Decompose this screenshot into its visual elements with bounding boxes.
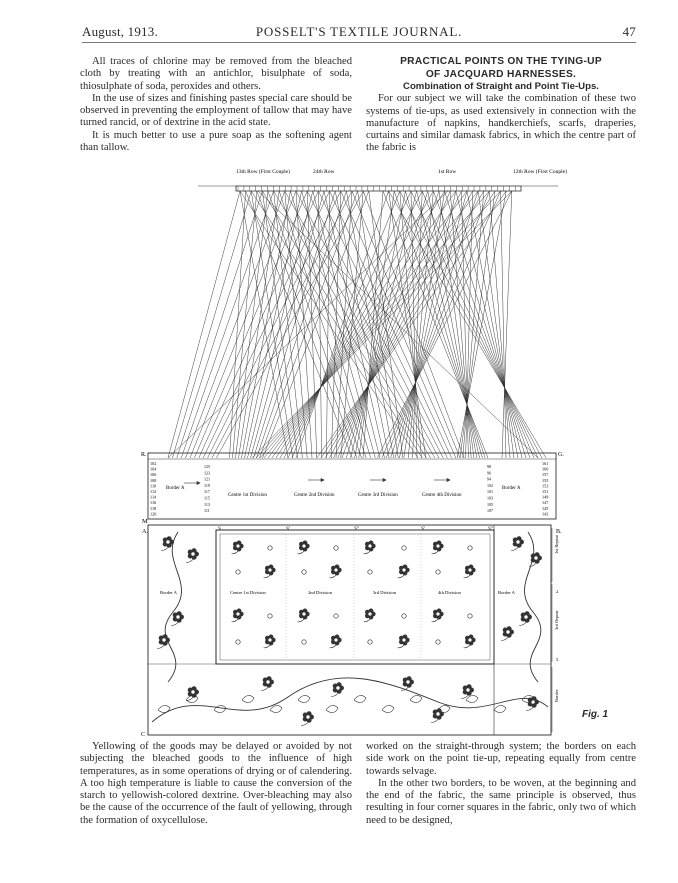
arrow-head [321, 479, 324, 482]
harness-cords [168, 191, 546, 458]
dot-motif [402, 546, 406, 550]
left-hole-numbers [150, 461, 157, 516]
paragraph: Yellowing of the goods may be delayed or avoided by not subjecting the bleached goods to the influence of high temperatures, as in some operations of drying or of calendering. A too high temperature is liable to cause the conversion of the starch to yellowish-colored dextrine. Over-bleaching may also be the cause of the occurrence of the fault of yellowing, through the formation of oxycellulose. [80, 741, 352, 826]
hole-number: 102 [487, 482, 493, 488]
flower-motif [261, 676, 274, 690]
header-rule [82, 42, 636, 43]
flower-motif [398, 565, 410, 578]
dot-motif [368, 570, 372, 574]
hole-number: 160 [542, 466, 549, 472]
cord [268, 191, 467, 458]
hole-number: 104 [150, 466, 157, 472]
hole-number: 157 [542, 472, 549, 478]
journal-title: POSSELT'S TEXTILE JOURNAL. [255, 24, 463, 39]
cord [329, 191, 472, 458]
hole-number: 145 [542, 505, 549, 511]
cord [252, 191, 512, 458]
arrow-head [383, 479, 386, 482]
flower-motif [330, 565, 342, 578]
cord [317, 191, 506, 458]
cord [346, 191, 428, 458]
paragraph: In the use of sizes and finishing pastes special care should be observed in preventing the employment of tallow that may have turned rancid, or of dextrine in the acid state. [80, 92, 352, 129]
cord [203, 191, 329, 458]
cord [445, 191, 526, 458]
vine [165, 532, 181, 682]
hole-number: 112 [150, 489, 157, 494]
hole-number: 113 [204, 501, 210, 507]
leaf [382, 705, 394, 712]
hole-number: 117 [204, 489, 210, 495]
hole-number: 125 [204, 464, 210, 469]
hole-number: 149 [542, 494, 549, 500]
dot-motif [436, 570, 440, 574]
hole-number: 111 [204, 508, 210, 514]
board-label-div4: Centre 4th Division [422, 493, 462, 498]
cord [216, 191, 363, 458]
hole-number: 161 [542, 461, 549, 466]
floral-motifs [157, 536, 542, 725]
hole-number: 94 [487, 476, 491, 482]
dot-motif [268, 546, 272, 550]
cord [428, 191, 477, 458]
cord [199, 191, 319, 458]
row-label-1: 1st Row [438, 169, 457, 175]
hole-number: 116 [150, 500, 157, 506]
fabric-label-div3: 3rd Division [373, 590, 397, 595]
dot-motif [334, 614, 338, 618]
flower-motif [461, 684, 474, 698]
hole-number: 143 [542, 511, 549, 517]
corner-label-G: G. [558, 452, 564, 458]
flower-motif [464, 565, 476, 578]
article-subtitle: Combination of Straight and Point Tie-Ups. [403, 81, 599, 92]
hole-number: 114 [150, 494, 157, 500]
arrow-head [447, 479, 450, 482]
flower-motif [432, 541, 444, 554]
flower-motif [186, 548, 199, 562]
hole-number: 102 [150, 461, 157, 466]
leaf [298, 695, 310, 702]
right-hole-numbers [542, 461, 548, 516]
hole-number: 106 [150, 472, 157, 478]
hole-number: 115 [204, 495, 210, 501]
direction-arrows [184, 476, 450, 485]
article-column [366, 56, 636, 155]
s-mark: S'' [488, 526, 494, 532]
paragraph: All traces of chlorine may be removed from the bleached cloth by treating with an antichlor, bisulphate of soda, thiosulphate of soda, peroxides and others. [80, 56, 352, 92]
hole-number: 105 [487, 501, 493, 507]
fabric-label-border-right: Border A [498, 590, 515, 595]
flower-motif [398, 635, 410, 648]
flower-motif [364, 541, 376, 554]
flower-motif [298, 609, 310, 622]
fabric-label-div4: 4th Division [438, 590, 461, 595]
left-column-bottom [80, 741, 352, 827]
hole-number: 155 [542, 477, 549, 483]
repeat-label: 3rd Repeat [554, 610, 559, 630]
cord [331, 191, 341, 458]
corner-label-C: C [141, 732, 146, 738]
corner-label-R: R. [141, 452, 147, 458]
flower-motif [501, 626, 514, 640]
hole-number: 107 [487, 508, 493, 514]
row-label-24: 24th Row [313, 169, 335, 175]
centre-left-hole-numbers [204, 464, 210, 513]
paragraph: It is much better to use a pure soap as the softening agent than tallow. [80, 129, 352, 154]
flower-motif [401, 676, 414, 690]
flower-motif [232, 609, 244, 622]
cord [450, 191, 471, 458]
flower-motif [464, 635, 476, 648]
flower-motif [511, 536, 524, 550]
cord [168, 191, 240, 458]
corner-label-M: M [142, 518, 148, 525]
article-title-line1: PRACTICAL POINTS ON THE TYING-UP [400, 56, 602, 67]
fabric-division-labels [160, 590, 516, 595]
board-label-div1: Centre 1st Division [228, 493, 267, 498]
repeat-label: 1st Repeat [554, 535, 559, 554]
flower-motif [330, 635, 342, 648]
figure-caption: Fig. 1 [582, 709, 609, 720]
cord [194, 191, 307, 458]
s-mark: S'' [354, 526, 360, 532]
cord [318, 191, 321, 458]
dot-motif [334, 546, 338, 550]
hole-number: 120 [150, 511, 157, 517]
hole-number: 108 [150, 477, 157, 483]
leaf [242, 695, 254, 702]
hole-number: 103 [487, 495, 493, 501]
cord [383, 191, 488, 458]
dot-motif [236, 570, 240, 574]
dot-motif [468, 546, 472, 550]
dot-motif [302, 570, 306, 574]
dot-motif [436, 640, 440, 644]
flower-motif [171, 611, 184, 625]
s-mark: S' [421, 526, 425, 532]
vine-border [152, 532, 548, 722]
fabric-label-div2: 2nd Division [308, 590, 332, 595]
leaf [466, 695, 478, 702]
hole-number: 123 [204, 470, 210, 476]
hole-number: 147 [542, 500, 549, 506]
row-label-12: 12th Row (First Couple) [513, 169, 567, 175]
hole-number: 110 [150, 483, 157, 489]
leaf [410, 695, 422, 702]
flower-motif [432, 609, 444, 622]
flower-motif [301, 711, 314, 725]
section-marks [218, 526, 494, 532]
s-mark: S' [286, 526, 290, 532]
fabric-layout [148, 525, 551, 735]
board-label-border-left: Border A [166, 486, 185, 491]
dot-motif [468, 614, 472, 618]
cord [422, 191, 534, 458]
s-mark: S [218, 526, 221, 532]
page-number: 47 [622, 24, 636, 39]
leaf [326, 705, 338, 712]
dot-motif [368, 640, 372, 644]
vine [152, 678, 548, 722]
cord [240, 191, 288, 458]
leaf [354, 695, 366, 702]
row-label-13: 13th Row (First Couple) [236, 169, 290, 175]
paragraph: In the other two borders, to be woven, at the beginning and the end of the fabric, the same principle is observed, thus resulting in four corner squares in the fabric, only two of which need to be designed, [366, 777, 636, 826]
corner-label-A: A. [142, 529, 148, 535]
repeat-label: 5. [556, 657, 560, 662]
cord [172, 191, 251, 458]
flower-motif [431, 708, 444, 722]
hole-number: 101 [487, 489, 493, 495]
cord [457, 191, 506, 458]
hole-number: 121 [204, 476, 210, 482]
corner-label-B: B. [556, 529, 562, 535]
dot-motif [402, 614, 406, 618]
board-label-border-right: Border A [502, 486, 521, 491]
cord [382, 191, 501, 458]
flower-motif [264, 565, 276, 578]
running-header [82, 24, 636, 42]
board-label-div2: Centre 2nd Division [294, 493, 335, 498]
issue-date: August, 1913. [82, 24, 158, 39]
flower-motif [519, 611, 532, 625]
flower-motif [364, 609, 376, 622]
hole-number: 96 [487, 470, 491, 476]
dot-motif [268, 614, 272, 618]
left-column-top [80, 56, 352, 154]
cord [251, 191, 422, 458]
hole-number: 118 [150, 505, 157, 511]
flower-motif [264, 635, 276, 648]
top-comber-board [198, 186, 558, 191]
repeat-label: 2. [556, 589, 560, 594]
paragraph: worked on the straight-through system; the borders on each side work on the point tie-up, repeating equally from centre towards selvage. [366, 741, 636, 777]
flower-motif [298, 541, 310, 554]
centre-right-hole-numbers [487, 464, 493, 513]
board-label-div3: Centre 3rd Division [358, 493, 398, 498]
flower-motif [186, 686, 199, 700]
leaf [214, 705, 226, 712]
top-board-holes [238, 186, 515, 191]
repeat-label: Border [554, 689, 559, 702]
article-intro: For our subject we will take the combination of these two systems of tie-ups, as used extensively in connection with the manufacture of napkins, handkerchiefs, scarfs, draperies, curtains and similar damask fabrics, in which the centre part of the fabric is [366, 93, 636, 154]
hole-number: 98 [487, 464, 491, 469]
fabric-label-div1: Centre 1st Division [230, 590, 266, 595]
flower-motif [232, 541, 244, 554]
cord [177, 191, 263, 458]
hole-number: 151 [542, 489, 549, 494]
hole-number: 153 [542, 483, 549, 489]
cord [236, 191, 269, 458]
cord [325, 191, 484, 458]
repeat-labels [554, 534, 559, 702]
dot-motif [236, 640, 240, 644]
arrow-head [197, 482, 200, 485]
article-title-line2: OF JACQUARD HARNESSES. [425, 68, 577, 80]
right-column-bottom [366, 741, 636, 827]
board-division-labels [166, 486, 521, 498]
leaf [494, 705, 506, 712]
leaf [270, 705, 282, 712]
fabric-label-border-left: Border A [160, 590, 177, 595]
flower-motif [331, 682, 344, 696]
jacquard-tie-up-diagram [138, 162, 578, 738]
dot-motif [302, 640, 306, 644]
hole-number: 119 [204, 482, 210, 488]
